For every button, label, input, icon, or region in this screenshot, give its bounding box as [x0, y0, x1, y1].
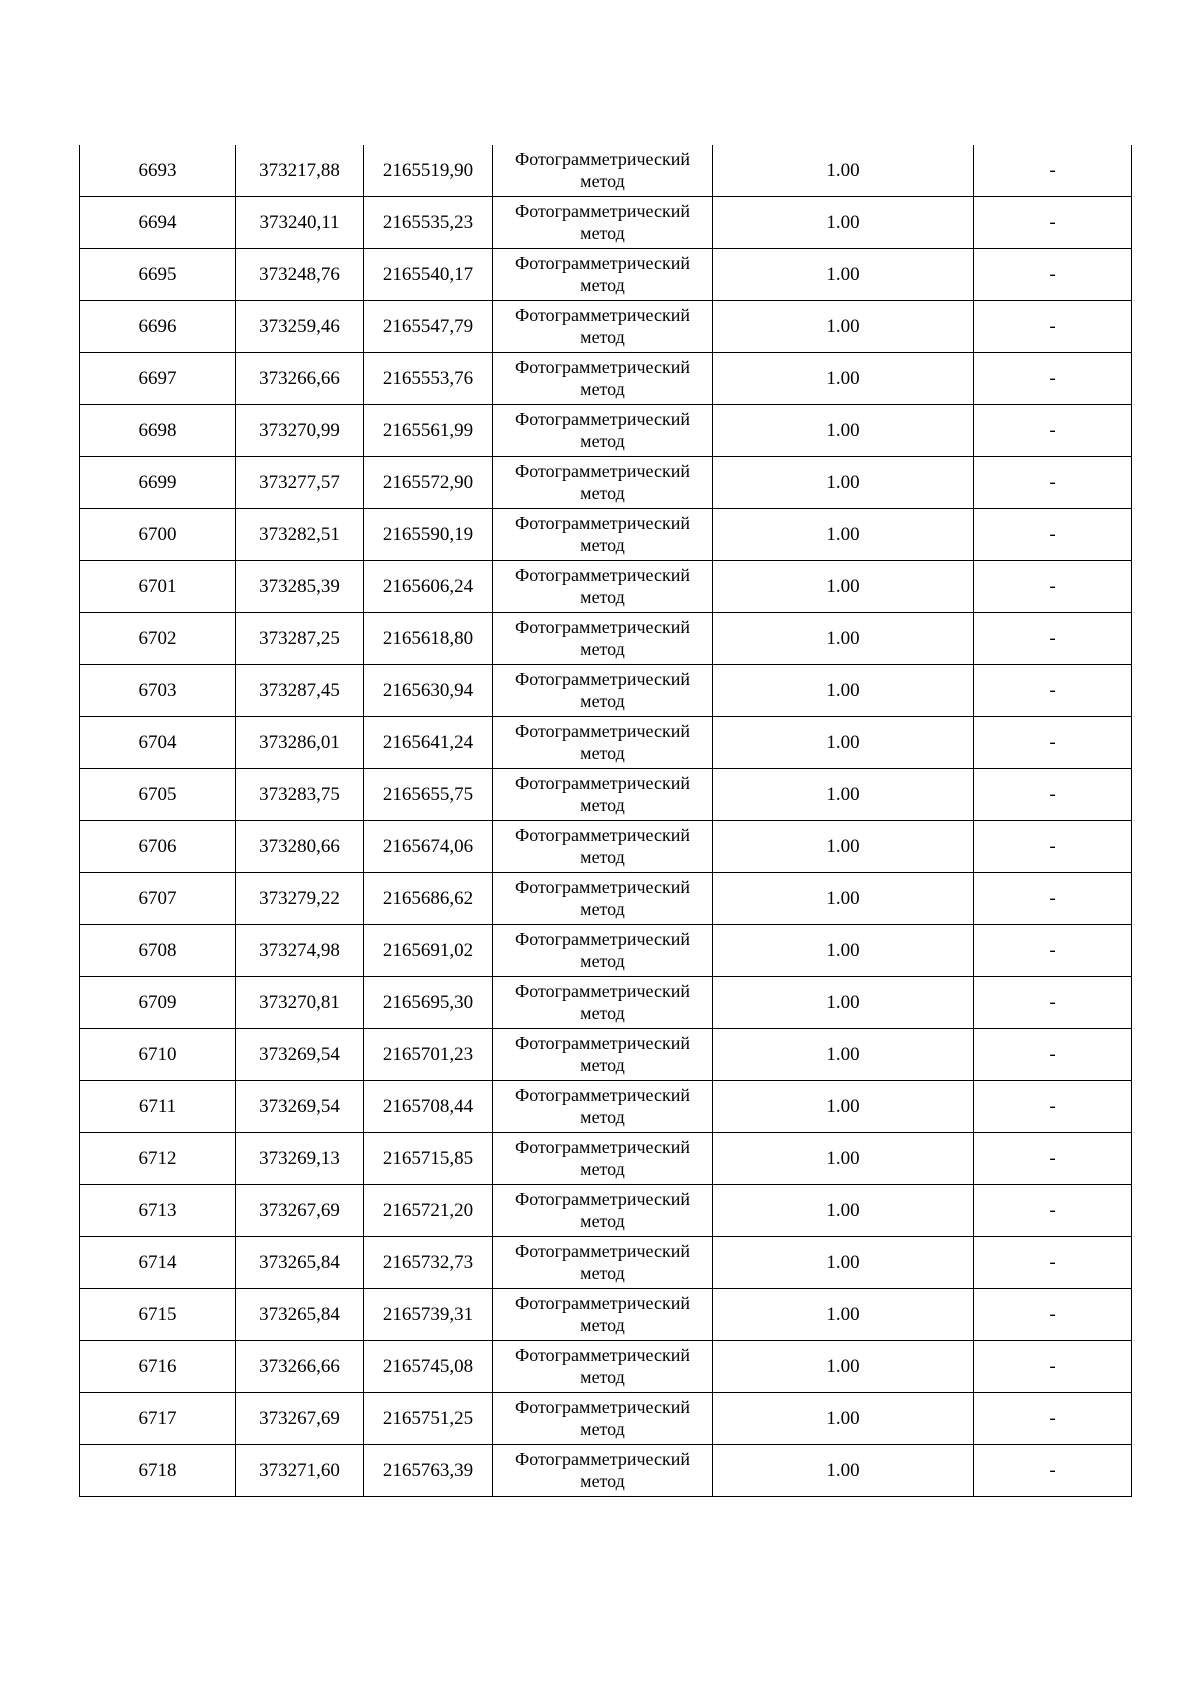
accuracy-cell: 1.00	[713, 1445, 974, 1497]
note-cell: -	[974, 613, 1132, 665]
note-cell: -	[974, 1445, 1132, 1497]
accuracy-cell: 1.00	[713, 1185, 974, 1237]
accuracy-cell: 1.00	[713, 1029, 974, 1081]
point-number-cell: 6703	[80, 665, 236, 717]
point-number-cell: 6698	[80, 405, 236, 457]
note-cell: -	[974, 665, 1132, 717]
method-cell: Фотограмметрический метод	[493, 249, 713, 301]
y-coordinate-cell: 2165715,85	[364, 1133, 493, 1185]
y-coordinate-cell: 2165553,76	[364, 353, 493, 405]
point-number-cell: 6717	[80, 1393, 236, 1445]
y-coordinate-cell: 2165763,39	[364, 1445, 493, 1497]
y-coordinate-cell: 2165519,90	[364, 145, 493, 197]
note-cell: -	[974, 145, 1132, 197]
y-coordinate-cell: 2165618,80	[364, 613, 493, 665]
note-cell: -	[974, 821, 1132, 873]
table-row	[80, 353, 1132, 405]
method-cell: Фотограмметрический метод	[493, 1029, 713, 1081]
accuracy-cell: 1.00	[713, 613, 974, 665]
y-coordinate-cell: 2165745,08	[364, 1341, 493, 1393]
table-row	[80, 1185, 1132, 1237]
method-cell: Фотограмметрический метод	[493, 145, 713, 197]
point-number-cell: 6714	[80, 1237, 236, 1289]
accuracy-cell: 1.00	[713, 457, 974, 509]
method-cell: Фотограмметрический метод	[493, 1289, 713, 1341]
x-coordinate-cell: 373282,51	[236, 509, 364, 561]
point-number-cell: 6702	[80, 613, 236, 665]
method-cell: Фотограмметрический метод	[493, 977, 713, 1029]
accuracy-cell: 1.00	[713, 301, 974, 353]
table-row	[80, 665, 1132, 717]
y-coordinate-cell: 2165572,90	[364, 457, 493, 509]
point-number-cell: 6711	[80, 1081, 236, 1133]
table-row	[80, 769, 1132, 821]
accuracy-cell: 1.00	[713, 1289, 974, 1341]
note-cell: -	[974, 977, 1132, 1029]
table-row	[80, 1237, 1132, 1289]
note-cell: -	[974, 873, 1132, 925]
method-cell: Фотограмметрический метод	[493, 925, 713, 977]
point-number-cell: 6694	[80, 197, 236, 249]
note-cell: -	[974, 405, 1132, 457]
x-coordinate-cell: 373285,39	[236, 561, 364, 613]
x-coordinate-cell: 373269,54	[236, 1029, 364, 1081]
method-cell: Фотограмметрический метод	[493, 717, 713, 769]
note-cell: -	[974, 769, 1132, 821]
method-cell: Фотограмметрический метод	[493, 301, 713, 353]
x-coordinate-cell: 373277,57	[236, 457, 364, 509]
table-row	[80, 977, 1132, 1029]
y-coordinate-cell: 2165701,23	[364, 1029, 493, 1081]
y-coordinate-cell: 2165547,79	[364, 301, 493, 353]
x-coordinate-cell: 373271,60	[236, 1445, 364, 1497]
x-coordinate-cell: 373240,11	[236, 197, 364, 249]
method-cell: Фотограмметрический метод	[493, 665, 713, 717]
accuracy-cell: 1.00	[713, 821, 974, 873]
accuracy-cell: 1.00	[713, 561, 974, 613]
point-number-cell: 6709	[80, 977, 236, 1029]
method-cell: Фотограмметрический метод	[493, 1185, 713, 1237]
x-coordinate-cell: 373279,22	[236, 873, 364, 925]
table-row	[80, 145, 1132, 197]
method-cell: Фотограмметрический метод	[493, 1133, 713, 1185]
table-row	[80, 1341, 1132, 1393]
note-cell: -	[974, 509, 1132, 561]
point-number-cell: 6706	[80, 821, 236, 873]
note-cell: -	[974, 1341, 1132, 1393]
note-cell: -	[974, 1081, 1132, 1133]
accuracy-cell: 1.00	[713, 509, 974, 561]
x-coordinate-cell: 373267,69	[236, 1185, 364, 1237]
y-coordinate-cell: 2165535,23	[364, 197, 493, 249]
point-number-cell: 6715	[80, 1289, 236, 1341]
method-cell: Фотограмметрический метод	[493, 561, 713, 613]
x-coordinate-cell: 373283,75	[236, 769, 364, 821]
method-cell: Фотограмметрический метод	[493, 405, 713, 457]
method-cell: Фотограмметрический метод	[493, 197, 713, 249]
y-coordinate-cell: 2165721,20	[364, 1185, 493, 1237]
method-cell: Фотограмметрический метод	[493, 457, 713, 509]
y-coordinate-cell: 2165540,17	[364, 249, 493, 301]
accuracy-cell: 1.00	[713, 1341, 974, 1393]
point-number-cell: 6701	[80, 561, 236, 613]
point-number-cell: 6712	[80, 1133, 236, 1185]
point-number-cell: 6718	[80, 1445, 236, 1497]
accuracy-cell: 1.00	[713, 145, 974, 197]
note-cell: -	[974, 301, 1132, 353]
x-coordinate-cell: 373287,25	[236, 613, 364, 665]
method-cell: Фотограмметрический метод	[493, 1445, 713, 1497]
x-coordinate-cell: 373280,66	[236, 821, 364, 873]
y-coordinate-cell: 2165590,19	[364, 509, 493, 561]
x-coordinate-cell: 373265,84	[236, 1237, 364, 1289]
table-row	[80, 1081, 1132, 1133]
x-coordinate-cell: 373286,01	[236, 717, 364, 769]
accuracy-cell: 1.00	[713, 925, 974, 977]
note-cell: -	[974, 1237, 1132, 1289]
point-number-cell: 6710	[80, 1029, 236, 1081]
x-coordinate-cell: 373287,45	[236, 665, 364, 717]
y-coordinate-cell: 2165641,24	[364, 717, 493, 769]
x-coordinate-cell: 373274,98	[236, 925, 364, 977]
table-row	[80, 1393, 1132, 1445]
point-number-cell: 6696	[80, 301, 236, 353]
y-coordinate-cell: 2165655,75	[364, 769, 493, 821]
point-number-cell: 6697	[80, 353, 236, 405]
x-coordinate-cell: 373270,99	[236, 405, 364, 457]
note-cell: -	[974, 1133, 1132, 1185]
accuracy-cell: 1.00	[713, 977, 974, 1029]
point-number-cell: 6695	[80, 249, 236, 301]
table-row	[80, 1029, 1132, 1081]
note-cell: -	[974, 353, 1132, 405]
table-row	[80, 1133, 1132, 1185]
x-coordinate-cell: 373248,76	[236, 249, 364, 301]
table-row	[80, 717, 1132, 769]
table-row	[80, 613, 1132, 665]
note-cell: -	[974, 457, 1132, 509]
y-coordinate-cell: 2165691,02	[364, 925, 493, 977]
accuracy-cell: 1.00	[713, 717, 974, 769]
x-coordinate-cell: 373265,84	[236, 1289, 364, 1341]
point-number-cell: 6716	[80, 1341, 236, 1393]
table-row	[80, 821, 1132, 873]
y-coordinate-cell: 2165606,24	[364, 561, 493, 613]
table-row	[80, 509, 1132, 561]
note-cell: -	[974, 1393, 1132, 1445]
point-number-cell: 6707	[80, 873, 236, 925]
table-row	[80, 457, 1132, 509]
note-cell: -	[974, 1289, 1132, 1341]
point-number-cell: 6693	[80, 145, 236, 197]
table-row	[80, 925, 1132, 977]
accuracy-cell: 1.00	[713, 1081, 974, 1133]
method-cell: Фотограмметрический метод	[493, 353, 713, 405]
method-cell: Фотограмметрический метод	[493, 769, 713, 821]
accuracy-cell: 1.00	[713, 769, 974, 821]
table-row	[80, 405, 1132, 457]
table-row	[80, 1445, 1132, 1497]
table-row	[80, 197, 1132, 249]
accuracy-cell: 1.00	[713, 353, 974, 405]
x-coordinate-cell: 373259,46	[236, 301, 364, 353]
x-coordinate-cell: 373269,13	[236, 1133, 364, 1185]
y-coordinate-cell: 2165732,73	[364, 1237, 493, 1289]
accuracy-cell: 1.00	[713, 665, 974, 717]
accuracy-cell: 1.00	[713, 873, 974, 925]
table-row	[80, 561, 1132, 613]
note-cell: -	[974, 1185, 1132, 1237]
x-coordinate-cell: 373270,81	[236, 977, 364, 1029]
x-coordinate-cell: 373217,88	[236, 145, 364, 197]
y-coordinate-cell: 2165751,25	[364, 1393, 493, 1445]
note-cell: -	[974, 717, 1132, 769]
method-cell: Фотограмметрический метод	[493, 1393, 713, 1445]
y-coordinate-cell: 2165630,94	[364, 665, 493, 717]
table-row	[80, 1289, 1132, 1341]
accuracy-cell: 1.00	[713, 249, 974, 301]
note-cell: -	[974, 925, 1132, 977]
y-coordinate-cell: 2165686,62	[364, 873, 493, 925]
method-cell: Фотограмметрический метод	[493, 821, 713, 873]
table-row	[80, 249, 1132, 301]
note-cell: -	[974, 1029, 1132, 1081]
method-cell: Фотограмметрический метод	[493, 873, 713, 925]
y-coordinate-cell: 2165561,99	[364, 405, 493, 457]
note-cell: -	[974, 197, 1132, 249]
table-row	[80, 873, 1132, 925]
point-number-cell: 6699	[80, 457, 236, 509]
y-coordinate-cell: 2165708,44	[364, 1081, 493, 1133]
x-coordinate-cell: 373269,54	[236, 1081, 364, 1133]
accuracy-cell: 1.00	[713, 197, 974, 249]
table-row	[80, 301, 1132, 353]
method-cell: Фотограмметрический метод	[493, 1237, 713, 1289]
method-cell: Фотограмметрический метод	[493, 1341, 713, 1393]
y-coordinate-cell: 2165674,06	[364, 821, 493, 873]
method-cell: Фотограмметрический метод	[493, 613, 713, 665]
method-cell: Фотограмметрический метод	[493, 1081, 713, 1133]
accuracy-cell: 1.00	[713, 405, 974, 457]
note-cell: -	[974, 249, 1132, 301]
point-number-cell: 6713	[80, 1185, 236, 1237]
method-cell: Фотограмметрический метод	[493, 509, 713, 561]
accuracy-cell: 1.00	[713, 1393, 974, 1445]
x-coordinate-cell: 373267,69	[236, 1393, 364, 1445]
point-number-cell: 6708	[80, 925, 236, 977]
point-number-cell: 6704	[80, 717, 236, 769]
accuracy-cell: 1.00	[713, 1133, 974, 1185]
coordinates-table	[79, 145, 1132, 1497]
note-cell: -	[974, 561, 1132, 613]
point-number-cell: 6705	[80, 769, 236, 821]
y-coordinate-cell: 2165695,30	[364, 977, 493, 1029]
accuracy-cell: 1.00	[713, 1237, 974, 1289]
x-coordinate-cell: 373266,66	[236, 353, 364, 405]
point-number-cell: 6700	[80, 509, 236, 561]
coordinates-table-body	[80, 145, 1132, 1497]
x-coordinate-cell: 373266,66	[236, 1341, 364, 1393]
y-coordinate-cell: 2165739,31	[364, 1289, 493, 1341]
